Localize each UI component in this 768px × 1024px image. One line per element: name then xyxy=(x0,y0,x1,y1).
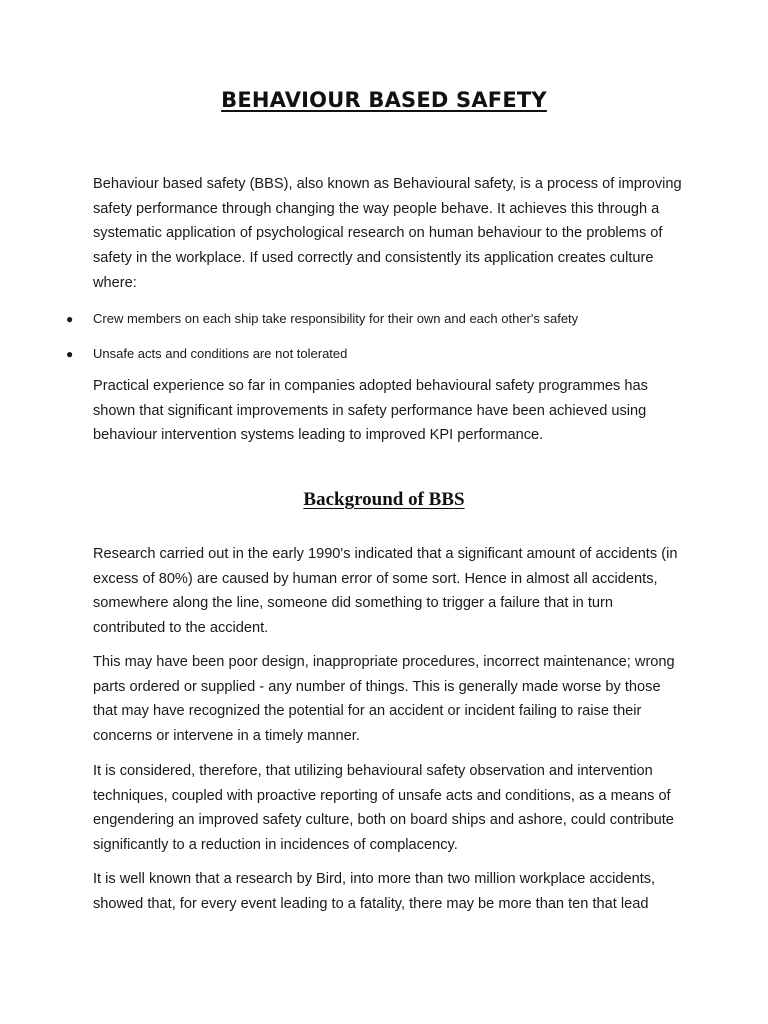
background-paragraph: It is considered, therefore, that utilizing behavioural safety observation and intervention techniques, coupled with proactive reporting of unsafe acts and conditions, as a means of engendering an improved safety culture, both on board ships and ashore, could contribute significantly to a reduction in incidences of complacency. xyxy=(93,763,674,854)
intro-paragraph: Behaviour based safety (BBS), also known as Behavioural safety, is a process of improving safety performance through changing the way people behave. It achieves this through a systematic application of psychological research on human behaviour to the problems of safety in the workplace. If used correctly and consistently its application creates culture where: xyxy=(93,176,682,291)
background-paragraph: Research carried out in the early 1990's indicated that a significant amount of accidents (in excess of 80%) are caused by human error of some sort. Hence in almost all accidents, somewhere along the line, someone did something to trigger a failure that in turn contributed to the accident. xyxy=(93,546,678,637)
bullet-text: Crew members on each ship take responsibility for their own and each other's safety xyxy=(93,311,579,326)
background-heading: Background of BBS xyxy=(303,489,465,510)
background-paragraph: This may have been poor design, inappropriate procedures, incorrect maintenance; wrong parts ordered or supplied - any number of things. This is generally made worse by those that may have recognized the potential for an accident or incident failing to raise their concerns or intervene in a timely manner. xyxy=(93,654,675,745)
background-paragraph: It is well known that a research by Bird, into more than two million workplace accidents, showed that, for every event leading to a fatality, there may be more than ten that lead xyxy=(93,871,656,912)
practical-paragraph: Practical experience so far in companies adopted behavioural safety programmes has shown that significant improvements in safety performance have been achieved using behaviour intervention systems leading to improved KPI performance. xyxy=(93,378,648,444)
bullet-text: Unsafe acts and conditions are not tolerated xyxy=(93,346,348,361)
bullet-dot-icon: ● xyxy=(66,347,74,361)
document-title: BEHAVIOUR BASED SAFETY xyxy=(221,88,547,112)
bullet-dot-icon: ● xyxy=(66,312,74,326)
